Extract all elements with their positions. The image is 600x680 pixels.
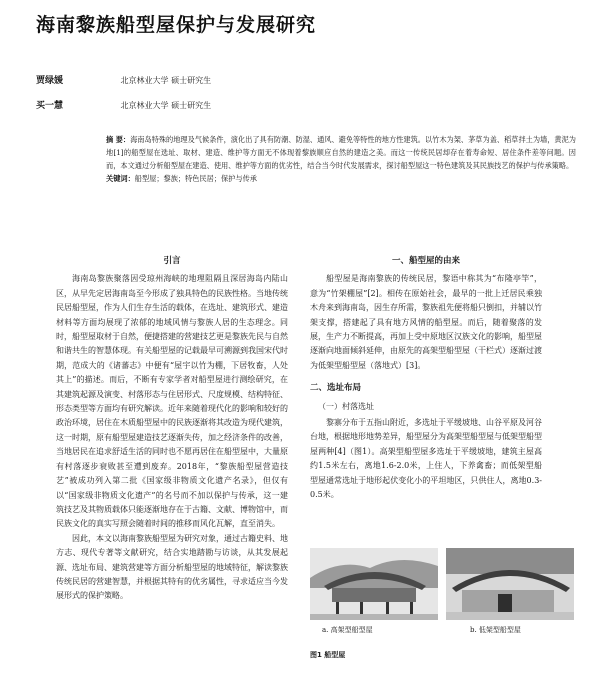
keywords-label: 关键词： <box>106 174 135 183</box>
author-affiliation: 北京林业大学 硕士研究生 <box>120 101 212 110</box>
section-2-paragraph: 黎寨分布于五指山附近，多选址于平缓坡地、山谷平原及河谷台地，根据地形地势差异，船型屋分为高架型船型屋与低架型船型屋两种[4]（图1）。高架型船型屋多选址于平缓坡地，建筑主屋高约1.5米左右，离地1.6-2.0米，上住人，下养禽畜；而低架型船型屋通常选址于地形起伏变化小的平坦地区，只供住人，离地0.3-0.5米。 <box>310 418 542 500</box>
keywords-text: 船型屋；黎族；特色民居；保护与传承 <box>134 174 257 183</box>
author-name: 贾绿媛 <box>36 76 64 86</box>
author-affiliation: 北京林业大学 硕士研究生 <box>120 76 212 85</box>
author-2 <box>36 98 211 111</box>
left-column <box>56 250 288 604</box>
section-1-heading: 一、船型屋的由来 <box>391 256 460 266</box>
author-1 <box>36 73 211 86</box>
right-column <box>310 250 542 503</box>
section-2-heading: 二、选址布局 <box>310 383 362 394</box>
abstract <box>106 133 576 172</box>
section-1-paragraph: 船型屋是海南黎族的传统民居，黎语中称其为“布隆亭竿”，意为“竹架棚屋”[2]。相传在原始社会，最早的一批上迁居民乘独木舟来到海南岛，因生存所需，黎族祖先便将船只倒扣，并辅以竹架支撑，搭建起了具有地方风情的船型屋。而后，随着聚落的发展，生产力不断提高，再加上受中原地区汉族文化的影响，船型屋逐渐向地面倾斜延伸，由原先的高架型船型屋（干栏式）逐渐过渡为低架型船型屋（落地式）[3]。 <box>310 274 542 370</box>
keywords <box>106 172 576 185</box>
intro-paragraph-1: 海南岛黎族聚落因受琼州海峡的地理阻隔且深居海岛内陆山区，从早先定居海南岛至今形成了独具特色的民族性格。当地传统民居船型屋，作为人们生存生活的载体，在选址、建筑形式、建造材料等方面均展现了浓郁的地域风情与黎族人居的生态理念。同时，船型屋取材于自然，便捷搭建的营建技艺更是黎族先民与自然和谐共生的智慧体现。有关船型屋的记载最早可溯源到我国宋代时期，范成大的《诸蕃志》中便有“屋宇以竹为棚，下居牧畜，人处其上”的描述。而后，不断有专家学者对船型屋进行测绘研究，在其建筑起源及演变、村落形态与住居形式、尺度规模、结构特征、形态类型等方面均有研究解读。近年来随着现代化的影响和较好的政治环境，居住在木质船型屋中的民族逐渐将其改造为现代建筑，这一时期，原有船型屋建造技艺逐渐失传，加之经济条件的改善，当地居民在追求舒适生活的同时也不愿再居住在船型屋中，大量原有村落逐步衰败甚至遭到废弃。2018年，“黎族船型屋营造技艺”被成功列入第二批《国家级非物质文化遗产名录》，但仅有以“国家级非物质文化遗产”的名号而不加以保护与传承，这一建筑技艺及其物质载体只能逐渐地存在于古籍、文献、博物馆中，而民族文化的真实写照会随着时间的推移而风化瓦解，直至消失。 <box>56 274 288 529</box>
subsection-heading: （一）村落选址 <box>318 401 374 411</box>
figure-caption: 图1 船型屋 <box>310 651 346 659</box>
photo-low-house <box>446 548 574 620</box>
figure-caption-a: a. 高架型船型屋 <box>322 626 373 634</box>
abstract-label: 摘 要： <box>106 135 131 144</box>
abstract-block <box>106 133 576 185</box>
photo-high-stilt-house <box>310 548 438 620</box>
figure-caption-b: b. 低架型船型屋 <box>470 626 521 634</box>
intro-heading: 引言 <box>163 256 181 266</box>
intro-paragraph-2: 因此，本文以海南黎族船型屋为研究对象，通过古籍史料、地方志、现代专著等文献研究，结合实地踏勘与访谈，从其发展起源、选址布局、建筑营建等方面分析船型屋的地域特征，解读黎族传统民居的营建智慧，并根据其特有的优劣属性，寻求适应当今发展形式的保护策略。 <box>56 533 288 601</box>
abstract-text: 海南岛特殊的地理及气候条件，演化出了具有防潮、防湿、通风、避免等特性的地方性建筑。以竹木为架、茅草为盖、稻草拌土为墙，黄泥为地[1]的船型屋在选址、取材、建造、维护等方面无不体现着黎族顺应自然的建造之美。而这一传统民居却存在着寿命短、居住条件差等问题。因而，本文通过分析船型屋在建造、使用、维护等方面的优劣性，结合当今时代发展需求，探讨船型屋这一特色建筑及其民族技艺的保护与传承策略。 <box>106 135 576 170</box>
paper-title: 海南黎族船型屋保护与发展研究 <box>36 14 317 36</box>
author-name: 买一慧 <box>36 101 64 111</box>
